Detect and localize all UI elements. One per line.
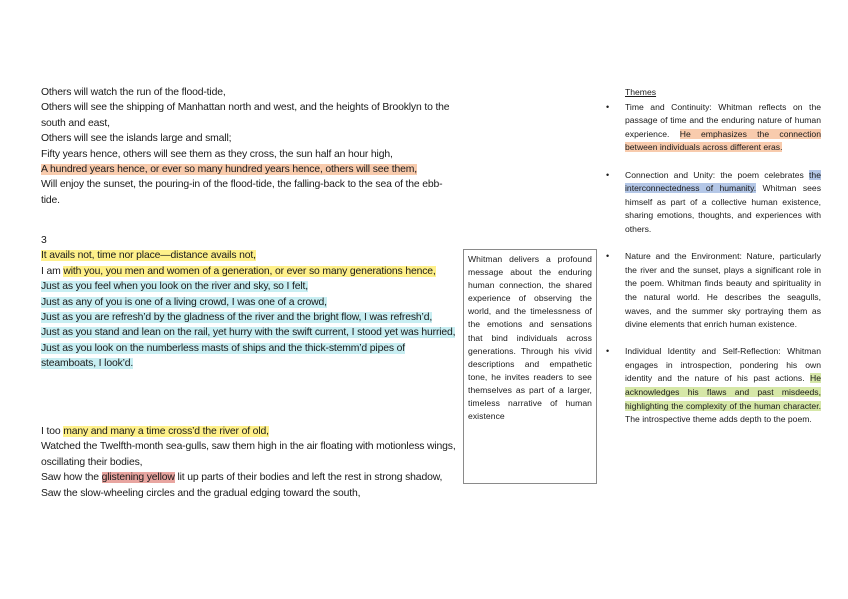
poem-line <box>41 439 461 470</box>
line-text: Saw the slow-wheeling circles and the gradual edging toward the south, <box>41 487 361 499</box>
highlighted-text: Just as any of you is one of a living crowd, I was one of a crowd, <box>41 296 327 308</box>
bullet-icon: • <box>606 169 610 180</box>
theme-item-connection <box>603 169 821 237</box>
highlighted-text: Just as you stand and lean on the rail, yet hurry with the swift current, I stood yet was hurried, <box>41 327 456 339</box>
theme-item-time <box>603 101 821 155</box>
line-text: Will enjoy the sunset, the pouring-in of the flood-tide, the falling-back to the sea of the ebb-tide. <box>41 179 443 206</box>
poem-line <box>41 162 461 177</box>
themes-title: Themes <box>625 87 657 97</box>
poem-line <box>41 424 461 439</box>
highlighted-text: Just as you feel when you look on the river and sky, so I felt, <box>41 281 309 293</box>
line-text: Others will see the islands large and small; <box>41 133 232 145</box>
poem-stanza-1 <box>41 85 461 208</box>
line-text: I am <box>41 265 64 277</box>
poem-line <box>41 264 461 279</box>
line-text: Others will watch the run of the flood-tide, <box>41 87 226 98</box>
theme-text: Individual Identity and Self-Reflection: Whitman engages in introspection, pondering his own identity and the nature of his past actions. <box>625 346 821 384</box>
bullet-icon: • <box>606 101 610 112</box>
highlighted-text: glistening yellow <box>101 472 175 484</box>
poem-line <box>41 325 461 340</box>
themes-list <box>603 101 821 427</box>
poem-line <box>41 341 461 372</box>
comment-text: Whitman delivers a profound message about the enduring human connection, the shared experience of observing the world, and the timelessness of the emotions and sensations that bind individuals across generations. Through his vivid descriptions and empathetic tone, he invites readers to see themselves as part of a larger, timeless narrative of human existence <box>468 254 592 422</box>
theme-text: Nature and the Environment: Nature, particularly the river and the sunset, plays a significant role in the poem. Whitman finds beauty and spirituality in the natural world. He describes the seagulls, waves, and the summer sky portraying them as divine elements that enrich human existence. <box>625 251 821 330</box>
comment-box <box>463 249 597 484</box>
bullet-icon: • <box>606 346 610 357</box>
line-text: Others will see the shipping of Manhattan north and west, and the heights of Brooklyn to the south and east, <box>41 102 450 129</box>
highlighted-text: Just as you look on the numberless masts of ships and the thick-stemm’d pipes of steamboats, I look’d. <box>41 342 405 370</box>
theme-item-identity <box>603 345 821 427</box>
theme-text: Time and Continuity: Whitman reflects on the passage of time and the enduring nature of human experience. <box>625 101 821 139</box>
highlighted-text: Just as you are refresh’d by the gladness of the river and the bright flow, I was refresh’d, <box>41 312 433 324</box>
bullet-icon: • <box>606 251 610 262</box>
poem-line <box>41 279 461 294</box>
line-text: Fifty years hence, others will see them as they cross, the sun half an hour high, <box>41 148 393 160</box>
line-text: Watched the Twelfth-month sea-gulls, saw them high in the air floating with motionless wings, oscillating their bodies, <box>41 441 456 468</box>
theme-item-nature <box>603 250 821 332</box>
poem-stanza-2 <box>41 233 461 372</box>
poem-line <box>41 248 461 263</box>
poem-line <box>41 486 461 501</box>
theme-text: Connection and Unity: the poem celebrates <box>625 169 810 180</box>
highlighted-text: It avails not, time nor place—distance avails not, <box>41 250 256 262</box>
poem-line <box>41 147 461 162</box>
poem-line <box>41 85 461 100</box>
highlighted-text: the interconnectedness of humanity. <box>625 169 821 194</box>
themes-panel <box>603 86 821 440</box>
section-number: 3 <box>41 235 47 246</box>
line-text: Saw how the <box>41 472 102 484</box>
highlighted-text: with you, you men and women of a generation, or ever so many generations hence, <box>63 265 436 277</box>
poem-line <box>41 295 461 310</box>
poem-line <box>41 470 461 485</box>
poem-line <box>41 131 461 146</box>
line-text: I too <box>41 426 64 437</box>
poem-line <box>41 310 461 325</box>
theme-text: Whitman sees himself as part of a collective human existence, sharing emotions, thoughts, and experiences with others. <box>625 183 821 234</box>
highlighted-text: A hundred years hence, or ever so many hundred years hence, others will see them, <box>41 164 417 176</box>
highlighted-text: many and many a time cross’d the river of old, <box>63 426 269 437</box>
highlighted-text: He emphasizes the connection between individuals across different eras. <box>625 128 821 153</box>
highlighted-text: He acknowledges his flaws and past misdeeds, highlighting the complexity of the human character. <box>625 373 821 411</box>
poem-line <box>41 100 461 131</box>
poem-stanza-3 <box>41 424 461 501</box>
poem-line <box>41 177 461 208</box>
line-text: lit up parts of their bodies and left the rest in strong shadow, <box>174 472 443 484</box>
theme-text: The introspective theme adds depth to the poem. <box>625 414 812 425</box>
